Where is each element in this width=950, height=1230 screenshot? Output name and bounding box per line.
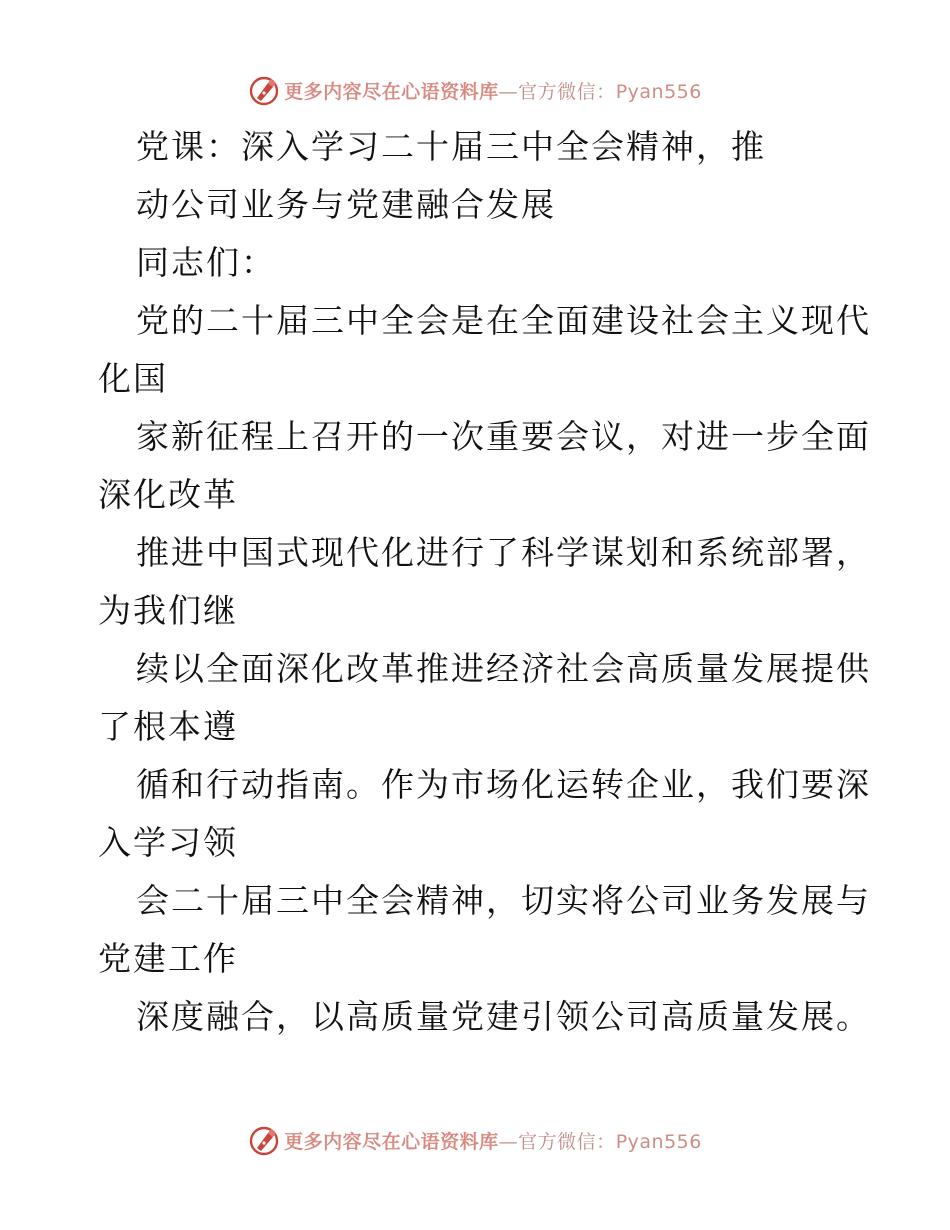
salutation: 同志们： (136, 243, 276, 282)
body-line: 化国 (98, 359, 168, 398)
banner-text (284, 77, 702, 104)
body-line: 深化改革 (98, 475, 238, 514)
fountain-pen-logo-icon (248, 74, 280, 106)
banner-brand: 更多内容尽在心语资料库 (284, 80, 499, 103)
banner-text (284, 1127, 702, 1154)
body-line: 深度融合，以高质量党建引领公司高质量发展。 (136, 997, 871, 1036)
banner-dash: — (498, 1130, 519, 1153)
document-body (98, 118, 871, 1046)
body-line: 推进中国式现代化进行了科学谋划和系统部署， (136, 533, 871, 572)
body-line: 会二十届三中全会精神，切实将公司业务发展与 (136, 881, 871, 920)
body-line: 家新征程上召开的一次重要会议，对进一步全面 (136, 417, 871, 456)
banner-brand: 更多内容尽在心语资料库 (284, 1130, 499, 1153)
body-paragraph (98, 292, 871, 1046)
body-line: 续以全面深化改革推进经济社会高质量发展提供 (136, 649, 871, 688)
body-line: 了根本遵 (98, 707, 238, 746)
banner-wechat-label: 官方微信： (518, 1130, 616, 1153)
banner-wechat-id: Pyan556 (615, 80, 702, 103)
footer-banner (0, 1120, 950, 1160)
header-banner (0, 70, 950, 110)
body-line: 循和行动指南。作为市场化运转企业，我们要深 (136, 765, 871, 804)
banner-wechat-label: 官方微信： (518, 80, 616, 103)
body-line: 入学习领 (98, 823, 238, 862)
body-line: 为我们继 (98, 591, 238, 630)
body-line: 党的二十届三中全会是在全面建设社会主义现代 (136, 301, 871, 340)
document-title-line-2: 动公司业务与党建融合发展 (136, 185, 556, 224)
body-line: 党建工作 (98, 939, 238, 978)
document-title-line-1: 党课：深入学习二十届三中全会精神，推 (136, 127, 766, 166)
banner-wechat-id: Pyan556 (615, 1130, 702, 1153)
banner-dash: — (498, 80, 519, 103)
fountain-pen-logo-icon (248, 1124, 280, 1156)
